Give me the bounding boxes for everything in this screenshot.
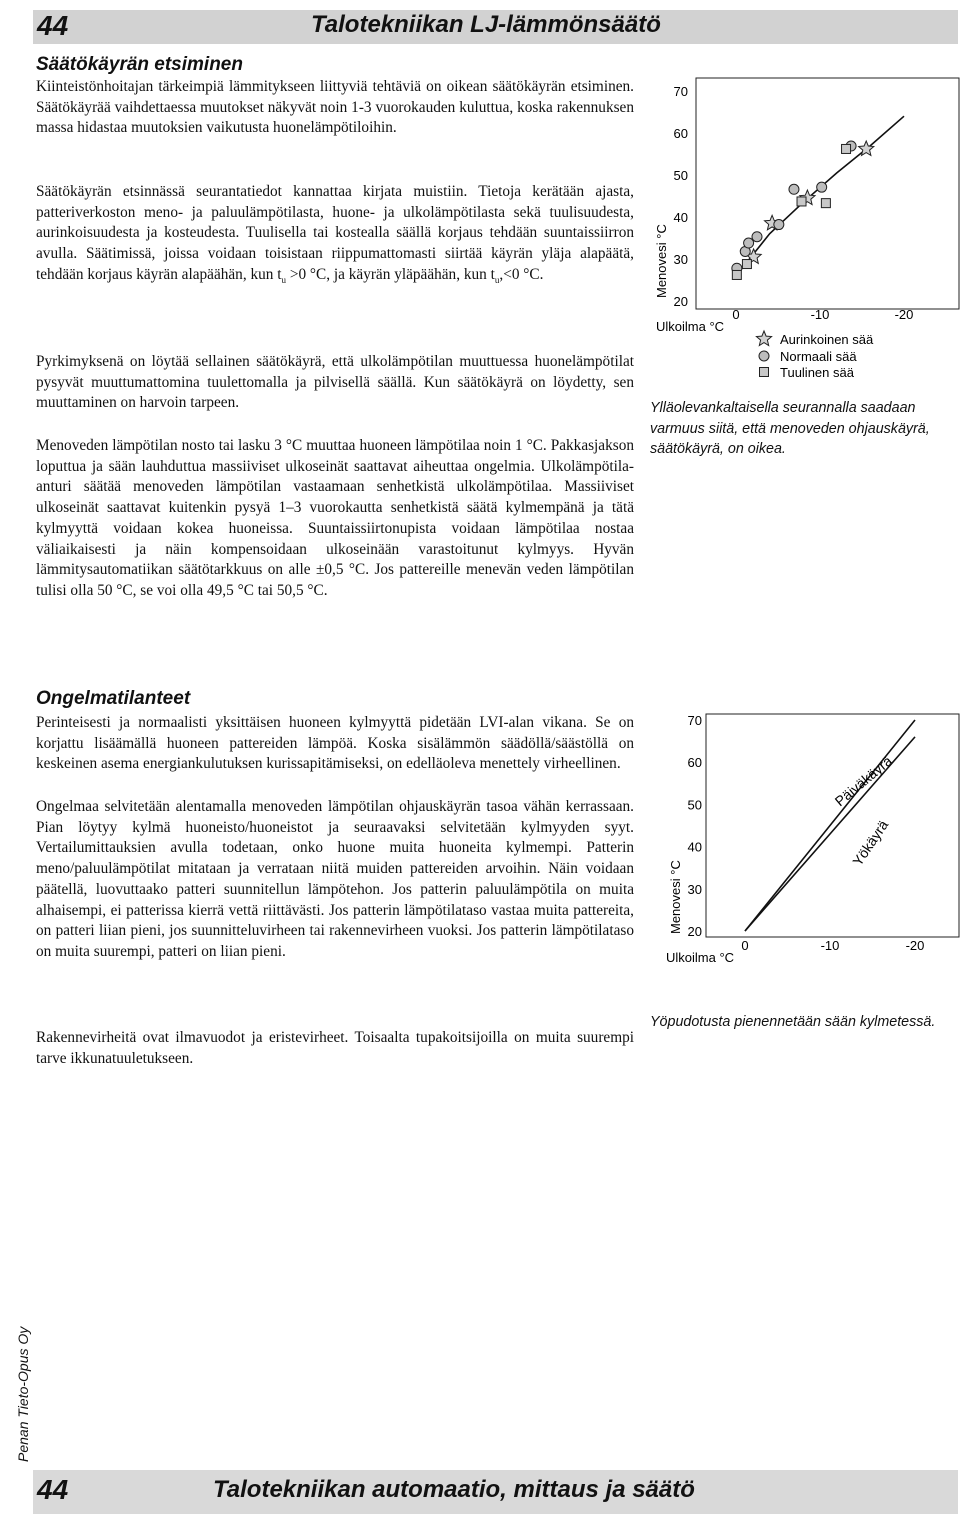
y-axis-label: Menovesi °C	[654, 224, 669, 298]
x-axis-label: Ulkoilma °C	[656, 319, 725, 334]
y-tick-label: 20	[687, 924, 702, 939]
x-tick-label: 0	[741, 938, 749, 953]
x-tick-label: -20	[905, 938, 925, 953]
paragraph: Menoveden lämpötilan nosto tai lasku 3 °C muuttaa huoneen lämpötilaa noin 1 °C. Pakkasjakson loputtua ja sään lauhduttua massiiviset ulkoseinät saattavat aiheuttaa ongelmia. Ulkolämpötila-anturi säätää menoveden lämpötilan vastaamaan senhetkistä ulkolämpötilaa. Massiiviset ulkoseinät saattavat kuitenkin pysyä 1–3 vuorokautta senhetkistä säätä kylmempänä ja tätä kylmyyttä voidaan kokea huoneissa. Suuntaissiirtonupista voidaan lämpötilaa nostaa väliaikaisesti ja näin kompensoidaan ulkoseinään varastoitunut kylmyys. Hyvän lämmitysautomatiikan säätötarkkuus on alle ±0,5 °C. Jos pattereille menevän veden lämpötilan tulisi olla 50 °C, se voi olla 49,5 °C tai 50,5 °C.	[36, 437, 634, 599]
page-header	[33, 10, 958, 44]
y-tick-label: 30	[687, 881, 702, 897]
footer-title: Talotekniikan automaatio, mittaus ja säätö	[213, 1476, 695, 1503]
paragraph: Kiinteistönhoitajan tärkeimpiä lämmitykseen liittyviä tehtäviä on oikean säätökäyrän etsiminen. Säätökäyrää vaihdettaessa muutokset näkyvät noin 1-3 vuorokauden kuluttua, koska rakennuksen massa hidastaa muutoksien vaikutusta huonelämpötiloihin.	[36, 78, 634, 137]
section-heading-saatokayran-etsiminen: Säätökäyrän etsiminen	[36, 54, 243, 75]
x-tick-label: -20	[894, 307, 914, 322]
legend-label: Normaali sää	[780, 349, 857, 364]
chart-caption: Ylläolevankaltaisella seurannalla saadaan varmuus siitä, että menoveden ohjauskäyrä, säätökäyrä, on oikea.	[650, 400, 930, 457]
y-tick-label: 20	[673, 294, 688, 309]
legend-star-icon	[756, 331, 771, 346]
footer-page-number: 44	[37, 1474, 69, 1505]
x-axis-label: Ulkoilma °C	[666, 950, 735, 965]
y-tick-label: 30	[673, 252, 688, 267]
data-point-normal	[817, 182, 827, 192]
scatter-chart-heating-curve	[640, 76, 960, 386]
x-tick-label: -10	[820, 938, 840, 953]
header-title: Talotekniikan LJ-lämmönsäätö	[311, 11, 661, 38]
y-tick-label: 60	[687, 755, 702, 771]
y-axis-label: Menovesi °C	[668, 860, 683, 934]
section-heading-ongelmatilanteet: Ongelmatilanteet	[36, 688, 191, 709]
y-tick-label: 50	[687, 797, 702, 813]
data-point-windy	[821, 199, 830, 208]
page-footer	[33, 1470, 958, 1514]
chart-caption: Yöpudotusta pienennetään sään kylmetessä.	[650, 1014, 936, 1030]
curve-label: Yökäyrä	[849, 817, 892, 869]
x-tick-label: 0	[732, 307, 740, 322]
paragraph: Pyrkimyksenä on löytää sellainen säätökäyrä, että ulkolämpötilan muuttuessa huonelämpötilat pysyvät muuttumattomina tuulettomalla ja pilvisellä säällä. Kun säätökäyrä on löydetty, sen muuttaminen on harvoin tarpeen.	[36, 353, 634, 412]
data-point-windy	[797, 197, 806, 206]
header-page-number: 44	[37, 10, 69, 41]
x-tick-label: -10	[810, 307, 830, 322]
plot-frame	[706, 714, 959, 937]
y-tick-label: 40	[673, 210, 688, 225]
paragraph: Perinteisesti ja normaalisti yksittäisen huoneen kylmyyttä pidetään LVI-alan vikana. Se on korjattu lisäämällä huoneen pattereiden lämpöä. Koska sisälämmön säädöllä/säästöllä on keskeinen asema energiankulutuksen kurissapitämiseksi, on edelläoleva menettely virheellinen.	[36, 714, 634, 773]
legend-label: Tuulinen sää	[780, 365, 854, 380]
night-curve-line	[745, 737, 915, 931]
y-tick-label: 70	[673, 84, 688, 99]
y-tick-label: 50	[673, 168, 688, 183]
heating-curve-line	[736, 116, 904, 276]
y-tick-label: 60	[673, 126, 688, 141]
curve-label: Päiväkäyrä	[831, 752, 895, 810]
data-point-windy	[742, 260, 751, 269]
publisher-side-text: Penan Tieto-Opus Oy	[15, 1326, 31, 1462]
paragraph: Ongelmaa selvitetään alentamalla menoveden lämpötilan ohjauskäyrän tasoa vähän kerrassaan. Pian löytyy kylmä huoneisto/huoneistot ja seuraavaksi selvitetään kylmyyden syyt. Vertailumittauksien avulla todetaan, onko huone muita huoneita kylmempi. Patterin meno/paluulämpötilat mitataan ja verrataan niitä muiden pattereiden arvoihin. Näin voidaan päätellä, luovuttaako patteri suunnitellun lämpötehon. Jos patterin paluulämpötila on muita alhaisempi, ei patterissa kierrä vettä riittävästi. Jos patterin lämpötilataso vastaa muita pattereita, on patteri liian pieni, jos suunnitteluvirheen tai rakennevirheen vuoksi. Jos patterin lämpötilataso on muita suurempi, patteri on liian pieni.	[36, 798, 634, 960]
line-chart-day-night-curve	[650, 712, 960, 972]
data-point-windy	[732, 270, 741, 279]
legend-label: Aurinkoinen sää	[780, 332, 874, 347]
y-tick-label: 70	[687, 713, 702, 728]
data-point-normal	[774, 220, 784, 230]
data-point-normal	[752, 232, 762, 242]
paragraph: Rakennevirheitä ovat ilmavuodot ja eristevirheet. Toisaalta tupakoitsijoilla on muita suurempi tarve ikkunatuuletukseen.	[36, 1029, 634, 1067]
legend-square-icon	[760, 368, 769, 377]
data-point-windy	[842, 144, 851, 153]
data-point-normal	[744, 238, 754, 248]
paragraph: Säätökäyrän etsinnässä seurantatiedot kannattaa kirjata muistiin. Tietoja kerätään ajasta, patteriverkoston meno- ja paluulämpötilasta, huone- ja ulkolämpötilasta sekä tuulisuudesta, aurinkoisuudesta ja kosteudesta. Tuulisella tai kostealla säällä korjaus tehdään suuntaissiirron avulla. Säätimissä, joissa voidaan toisistaan riippumattomasti siirtää käyrän yläja alapäätä, tehdään korjaus käyrän alapäähän, kun $t_u >0$ °C, ja käyrän yläpäähän, kun $t_u,<0$ °C.	[36, 183, 634, 285]
data-point-normal	[789, 184, 799, 194]
y-tick-label: 40	[687, 839, 702, 855]
legend-circle-icon	[759, 351, 769, 361]
